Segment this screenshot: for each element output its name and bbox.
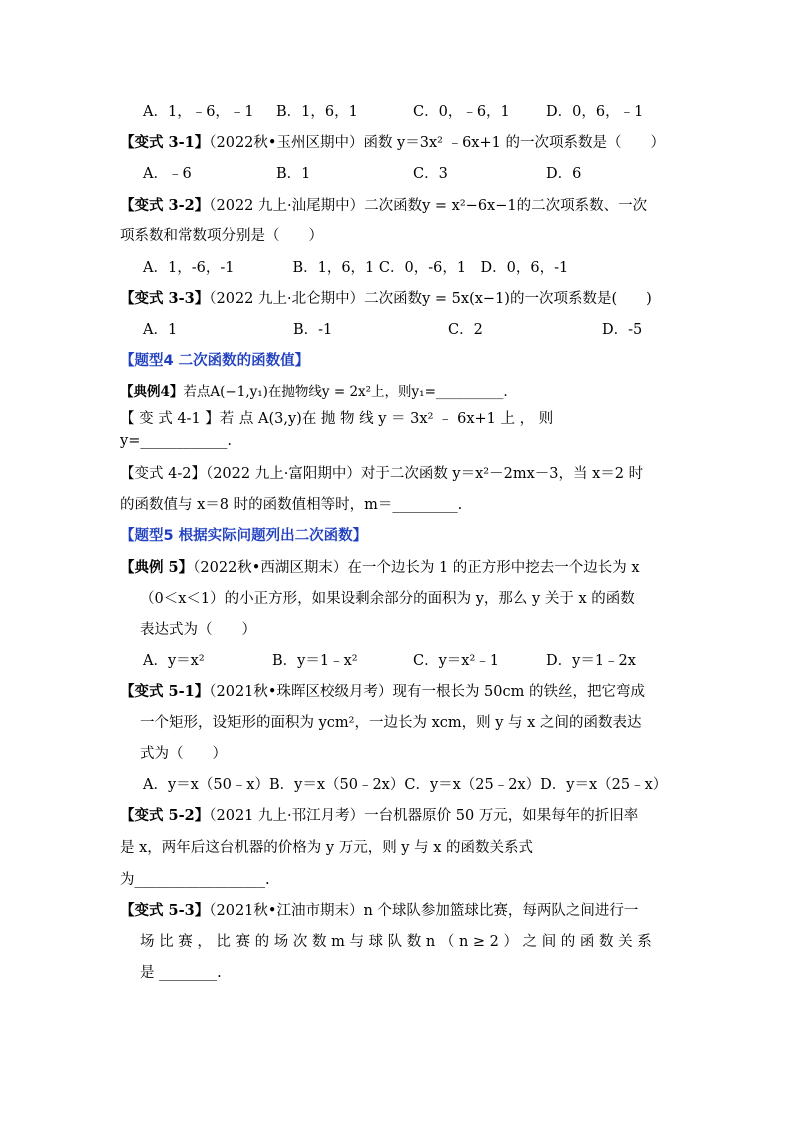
question-tag: 【变式 3-2】 bbox=[120, 197, 210, 214]
question-v3-2 bbox=[120, 196, 647, 216]
question-tag: 【变式 5-2】 bbox=[120, 807, 210, 824]
question-v4-1-line1: 【 变 式 4-1 】若 点 A(3,y)在 抛 物 线 y ＝ 3x² ﹣ 6x+1 上 ， 则 bbox=[120, 411, 554, 427]
question-tag: 【变式 5-1】 bbox=[120, 683, 210, 700]
option-a: A．y＝x² bbox=[143, 653, 205, 669]
question-text: （2022 九上·汕尾期中）二次函数y = x²−6x−1的二次项系数、一次 bbox=[209, 198, 648, 214]
question-text-line2: 一个矩形，设矩形的面积为 ycm²，一边长为 xcm，则 y 与 x 之间的函数表达 bbox=[140, 715, 642, 731]
question-text: （2022秋•玉州区期中）函数 y＝3x² ﹣6x+1 的一次项系数是（ ） bbox=[209, 135, 665, 151]
question-text-line2: 项系数和常数项分别是（ ） bbox=[120, 228, 323, 244]
option-a: A．﹣6 bbox=[143, 166, 192, 182]
example-5 bbox=[120, 558, 640, 578]
question-v4-1-line2: y=____________. bbox=[120, 433, 232, 449]
options-row: A．1，-6，-1 B．1，6，1 C．0，-6，1 D．0，6，-1 bbox=[143, 260, 569, 276]
example-4 bbox=[120, 382, 508, 402]
question-tag: 【变式 3-1】 bbox=[120, 134, 210, 151]
option-b: B．1，6，1 bbox=[276, 104, 358, 120]
option-d: D．0，6，﹣1 bbox=[546, 104, 644, 120]
section-heading: 【题型4 二次函数的函数值】 bbox=[120, 353, 310, 369]
question-v5-2 bbox=[120, 806, 638, 826]
option-a: A．1，﹣6，﹣1 bbox=[143, 104, 254, 120]
option-c: C．0，﹣6，1 bbox=[413, 104, 510, 120]
option-b: B．1 bbox=[276, 166, 311, 182]
question-v4-2-line2: 的函数值与 x＝8 时的函数值相等时，m＝_________. bbox=[120, 497, 463, 513]
options-row: A．y＝x（50﹣x）B．y＝x（50﹣2x）C．y＝x（25﹣2x）D．y＝x（25﹣x） bbox=[143, 777, 668, 793]
option-d: D．y＝1﹣2x bbox=[546, 653, 636, 669]
question-text-line2: 是 x，两年后这台机器的价格为 y 万元，则 y 与 x 的函数关系式 bbox=[120, 840, 533, 856]
question-text: （2022 九上·北仑期中）二次函数y = 5x(x−1)的一次项系数是( ) bbox=[209, 291, 652, 307]
option-c: C．3 bbox=[413, 166, 448, 182]
question-text: （2021 九上·邗江月考）一台机器原价 50 万元，如果每年的折旧率 bbox=[209, 808, 639, 824]
question-tag: 【典例4】 bbox=[120, 384, 184, 400]
option-d: D．6 bbox=[546, 166, 582, 182]
question-text-line3: 为__________________. bbox=[120, 872, 270, 888]
question-v4-2-line1: 【变式 4-2】（2022 九上·富阳期中）对于二次函数 y＝x²－2mx－3，当 x＝2 时 bbox=[120, 466, 644, 482]
question-tag: 【变式 5-3】 bbox=[120, 902, 210, 919]
question-text: （2021秋•珠晖区校级月考）现有一根长为 50cm 的铁丝，把它弯成 bbox=[209, 684, 645, 700]
question-text-line3: 表达式为（ ） bbox=[140, 622, 256, 638]
question-text: （2022秋•西湖区期末）在一个边长为 1 的正方形中挖去一个边长为 x bbox=[193, 560, 640, 576]
question-v3-3 bbox=[120, 289, 652, 309]
question-text-line3: 是 ________. bbox=[140, 965, 222, 981]
question-text-line2: （0＜x＜1）的小正方形，如果设剩余部分的面积为 y，那么 y 关于 x 的函数 bbox=[140, 591, 635, 607]
option-a: A．1 bbox=[143, 322, 178, 338]
question-v5-3 bbox=[120, 901, 638, 921]
question-tag: 【变式 3-3】 bbox=[120, 290, 210, 307]
question-text-line3: 式为（ ） bbox=[140, 746, 227, 762]
question-v5-1 bbox=[120, 682, 645, 702]
section-heading: 【题型5 根据实际问题列出二次函数】 bbox=[120, 528, 368, 544]
option-d: D．-5 bbox=[602, 322, 643, 338]
question-text-line2: 场 比 赛 ， 比 赛 的 场 次 数 m 与 球 队 数 n （ n ≥ 2 ） 之 间 的 函 数 关 系 bbox=[140, 934, 652, 950]
option-b: B．-1 bbox=[293, 322, 333, 338]
option-c: C．2 bbox=[448, 322, 483, 338]
question-v3-1 bbox=[120, 133, 665, 153]
option-c: C．y＝x²﹣1 bbox=[413, 653, 500, 669]
option-b: B．y＝1﹣x² bbox=[272, 653, 358, 669]
question-tag: 【典例 5】 bbox=[120, 559, 194, 576]
question-text: 若点A(−1,y₁)在抛物线y = 2x²上，则y₁=__________. bbox=[183, 384, 508, 400]
question-text: （2021秋•江油市期末）n 个球队参加篮球比赛，每两队之间进行一 bbox=[209, 903, 639, 919]
